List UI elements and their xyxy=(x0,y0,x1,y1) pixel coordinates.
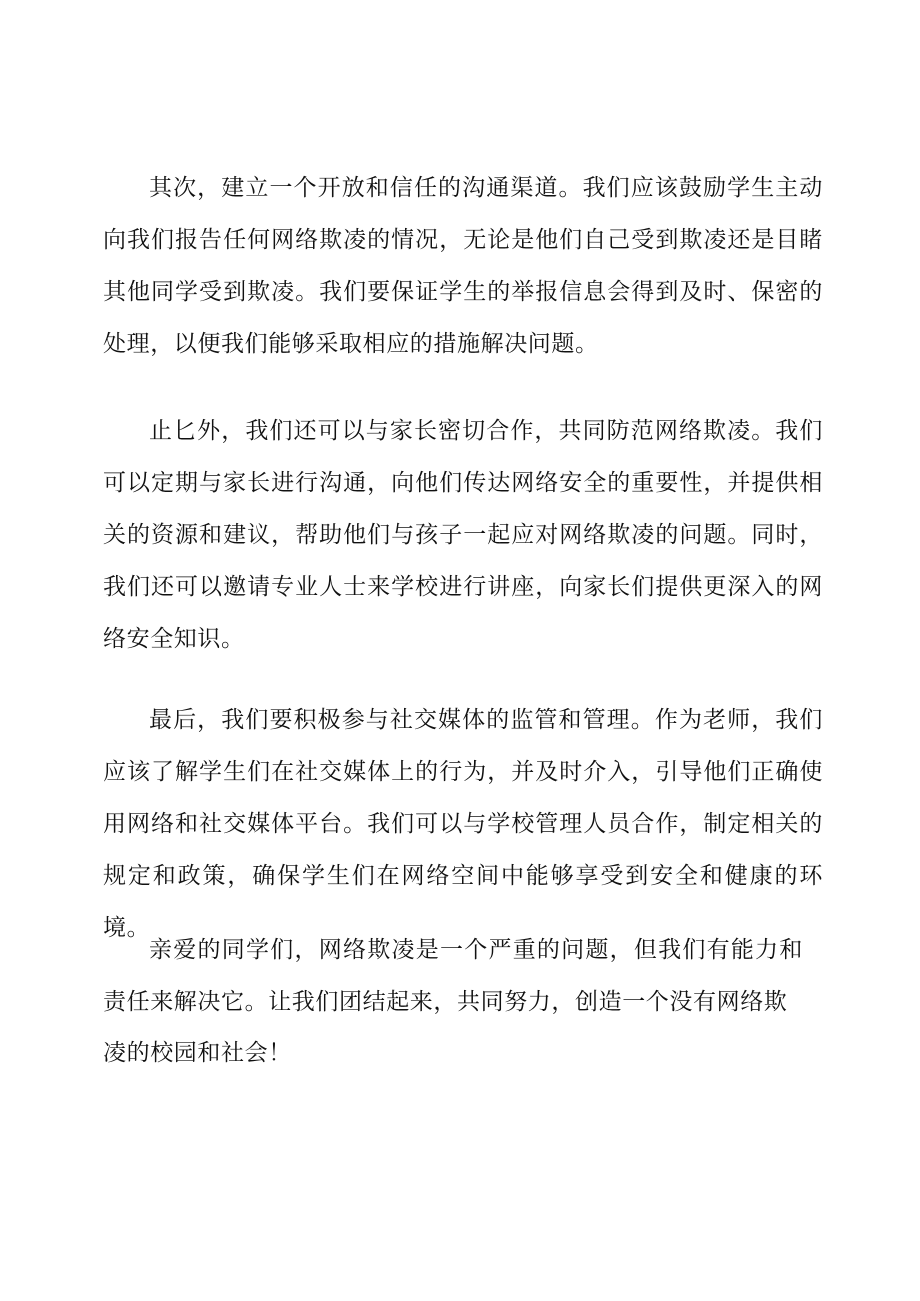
paragraph-call-to-action: 亲爱的同学们，网络欺凌是一个严重的问题，但我们有能力和责任来解决它。让我们团结起来，共同努力，创造一个没有网络欺 xyxy=(103,937,803,1015)
paragraph-communication-channel: 其次，建立一个开放和信任的沟通渠道。我们应该鼓励学生主动向我们报告任何网络欺凌的情况，无论是他们自己受到欺凌还是目睹其他同学受到欺凌。我们要保证学生的举报信息会得到及时、保密的处理，以便我们能够采取相应的措施解决问题。 xyxy=(103,175,823,357)
paragraph-social-media-supervision: 最后，我们要积极参与社交媒体的监管和管理。作为老师，我们应该了解学生们在社交媒体上的行为，并及时介入，引导他们正确使用网络和社交媒体平台。我们可以与学校管理人员合作，制定相关的规定和政策，确保学生们在网络空间中能够享受到安全和健康的环境。 xyxy=(103,707,823,941)
closing-line: 凌的校园和社会！ xyxy=(103,1040,292,1066)
paragraph-parent-cooperation: 止匕外，我们还可以与家长密切合作，共同防范网络欺凌。我们可以定期与家长进行沟通，向他们传达网络安全的重要性，并提供相关的资源和建议，帮助他们与孩子一起应对网络欺凌的问题。同时，我们还可以邀请专业人士来学校进行讲座，向家长们提供更深入的网络安全知识。 xyxy=(103,418,823,652)
